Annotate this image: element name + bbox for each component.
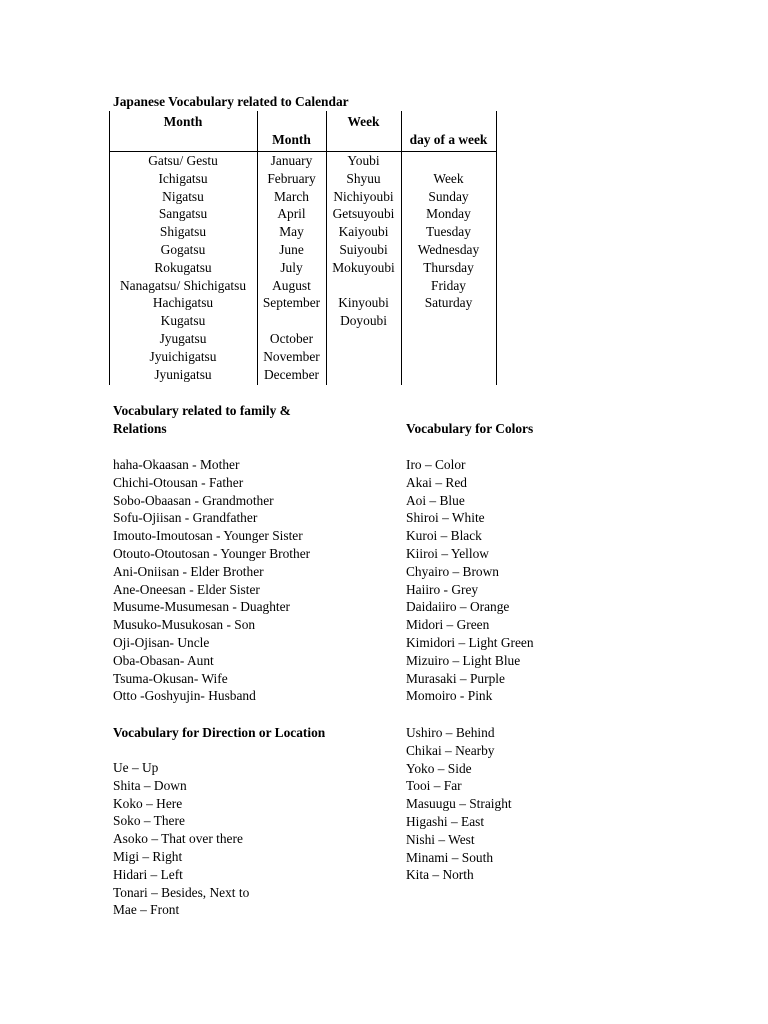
list-item: Tsuma-Okusan- Wife — [113, 670, 228, 686]
family-heading-line2: Relations — [113, 421, 167, 436]
list-item: Sobo-Obaasan - Grandmother — [113, 492, 274, 508]
table-cell: Nichiyoubi — [333, 188, 394, 204]
table-border-right — [496, 111, 497, 385]
list-item: Daidaiiro – Orange — [406, 599, 510, 615]
list-item: Kuroi – Black — [406, 528, 482, 544]
table-cell — [401, 348, 496, 366]
list-item: Yoko – Side — [406, 760, 472, 776]
list-item: Minami – South — [406, 849, 494, 865]
list-item: Ue – Up — [113, 760, 159, 775]
table-cell: Nanagatsu/ Shichigatsu — [119, 277, 247, 293]
list-item: Imouto-Imoutosan - Younger Sister — [113, 528, 303, 544]
colors-heading: Vocabulary for Colors — [406, 421, 534, 436]
list-item: Haiiro - Grey — [406, 581, 479, 597]
list-item: Koko – Here — [113, 795, 183, 811]
table-cell: June — [279, 241, 304, 257]
list-item: Tonari – Besides, Next to — [113, 884, 250, 900]
family-heading-line1: Vocabulary related to family & — [113, 403, 291, 418]
list-item: Kimidori – Light Green — [406, 634, 534, 650]
table-cell — [401, 312, 496, 330]
table-cell: July — [280, 259, 303, 275]
table-cell: Wednesday — [417, 241, 480, 257]
table-cell: Jyugatsu — [159, 330, 207, 346]
table-cell: Tuesday — [426, 224, 471, 240]
list-item: Akai – Red — [406, 474, 467, 490]
table-cell: Monday — [426, 206, 471, 222]
list-item: Kiiroi – Yellow — [406, 545, 489, 561]
header-month-en: Month — [272, 132, 311, 147]
direction-vocabulary-list-right — [406, 724, 512, 884]
list-item: Migi – Right — [113, 848, 183, 864]
table-cell: Kaiyoubi — [338, 224, 389, 240]
table-cell: Friday — [431, 277, 466, 293]
header-week-jp: Week — [347, 114, 380, 129]
table-cell: Mokuyoubi — [332, 259, 395, 275]
list-item: Kita – North — [406, 867, 474, 883]
list-item: Shiroi – White — [406, 510, 485, 526]
colors-vocabulary-list — [406, 456, 534, 705]
table-cell: March — [274, 188, 309, 204]
list-item: Murasaki – Purple — [406, 670, 505, 686]
table-cell: September — [262, 295, 321, 311]
table-cell: Shigatsu — [159, 224, 207, 240]
list-item: Nishi – West — [406, 831, 475, 847]
table-cell: May — [279, 224, 304, 240]
list-item: Asoko – That over there — [113, 831, 243, 847]
table-cell: August — [272, 277, 311, 293]
list-item: Iro – Color — [406, 457, 466, 472]
column-month-en — [257, 152, 326, 383]
table-cell — [401, 330, 496, 348]
list-item: Oba-Obasan- Aunt — [113, 652, 214, 668]
table-cell: Nigatsu — [162, 188, 204, 204]
table-cell: Sangatsu — [158, 206, 208, 222]
direction-vocabulary-list — [113, 759, 249, 919]
table-cell: Jyuichigatsu — [149, 348, 217, 364]
list-item: Masuugu – Straight — [406, 796, 512, 812]
table-cell: Hachigatsu — [152, 295, 214, 311]
table-cell: December — [263, 366, 319, 382]
table-cell: January — [270, 153, 313, 168]
table-cell: Saturday — [424, 295, 473, 311]
table-cell: Thursday — [423, 259, 474, 275]
table-cell — [257, 312, 326, 330]
table-cell: Sunday — [428, 188, 469, 204]
table-cell: Youbi — [347, 153, 380, 168]
list-item: Shita – Down — [113, 777, 187, 793]
list-item: Aoi – Blue — [406, 492, 465, 508]
table-cell: Gatsu/ Gestu — [148, 153, 218, 168]
table-cell — [326, 330, 401, 348]
list-item: Hidari – Left — [113, 866, 183, 882]
list-item: Chichi-Otousan - Father — [113, 474, 244, 490]
list-item: Soko – There — [113, 813, 185, 829]
column-week-jp — [326, 152, 401, 383]
table-cell: Jyunigatsu — [154, 366, 212, 382]
list-item: Mizuiro – Light Blue — [406, 652, 521, 668]
table-cell: October — [269, 330, 314, 346]
column-month-jp — [109, 152, 257, 383]
table-cell: February — [267, 170, 316, 186]
list-item: Ani-Oniisan - Elder Brother — [113, 563, 264, 579]
column-day-of-week — [401, 152, 496, 383]
list-item: Otouto-Otoutosan - Younger Brother — [113, 545, 311, 561]
table-cell: Getsuyoubi — [332, 206, 395, 222]
list-item: haha-Okaasan - Mother — [113, 457, 240, 472]
list-item: Chyairo – Brown — [406, 563, 499, 579]
table-cell — [401, 366, 496, 384]
list-item: Otto -Goshyujin- Husband — [113, 688, 256, 704]
list-item: Ane-Oneesan - Elder Sister — [113, 581, 260, 597]
calendar-table — [109, 111, 497, 385]
list-item: Chikai – Nearby — [406, 742, 495, 758]
list-item: Sofu-Ojiisan - Grandfather — [113, 510, 258, 526]
table-cell: April — [277, 206, 306, 222]
table-cell: Ichigatsu — [158, 170, 208, 186]
table-cell — [401, 152, 496, 170]
header-month-jp: Month — [163, 114, 203, 129]
header-day-of-week: day of a week — [409, 132, 488, 147]
list-item: Musume-Musumesan - Duaghter — [113, 599, 291, 615]
list-item: Mae – Front — [113, 902, 180, 918]
document-title: Japanese Vocabulary related to Calendar — [113, 94, 349, 109]
list-item: Higashi – East — [406, 813, 485, 829]
table-cell: Rokugatsu — [154, 259, 212, 275]
table-cell: Doyoubi — [340, 313, 387, 329]
table-cell: Shyuu — [346, 170, 381, 186]
table-cell: November — [263, 348, 320, 364]
table-cell: Week — [433, 170, 464, 186]
family-vocabulary-list — [113, 456, 310, 705]
table-cell: Suiyoubi — [339, 241, 388, 257]
table-cell — [326, 277, 401, 295]
table-cell — [326, 366, 401, 384]
table-cell: Kinyoubi — [338, 295, 389, 311]
table-cell: Kugatsu — [160, 313, 206, 329]
list-item: Midori – Green — [406, 617, 490, 633]
table-cell: Gogatsu — [160, 241, 206, 257]
list-item: Musuko-Musukosan - Son — [113, 617, 256, 633]
list-item: Momoiro - Pink — [406, 688, 493, 704]
table-cell — [326, 348, 401, 366]
direction-heading: Vocabulary for Direction or Location — [113, 725, 326, 740]
list-item: Ushiro – Behind — [406, 725, 495, 740]
list-item: Tooi – Far — [406, 778, 462, 794]
list-item: Oji-Ojisan- Uncle — [113, 634, 210, 650]
